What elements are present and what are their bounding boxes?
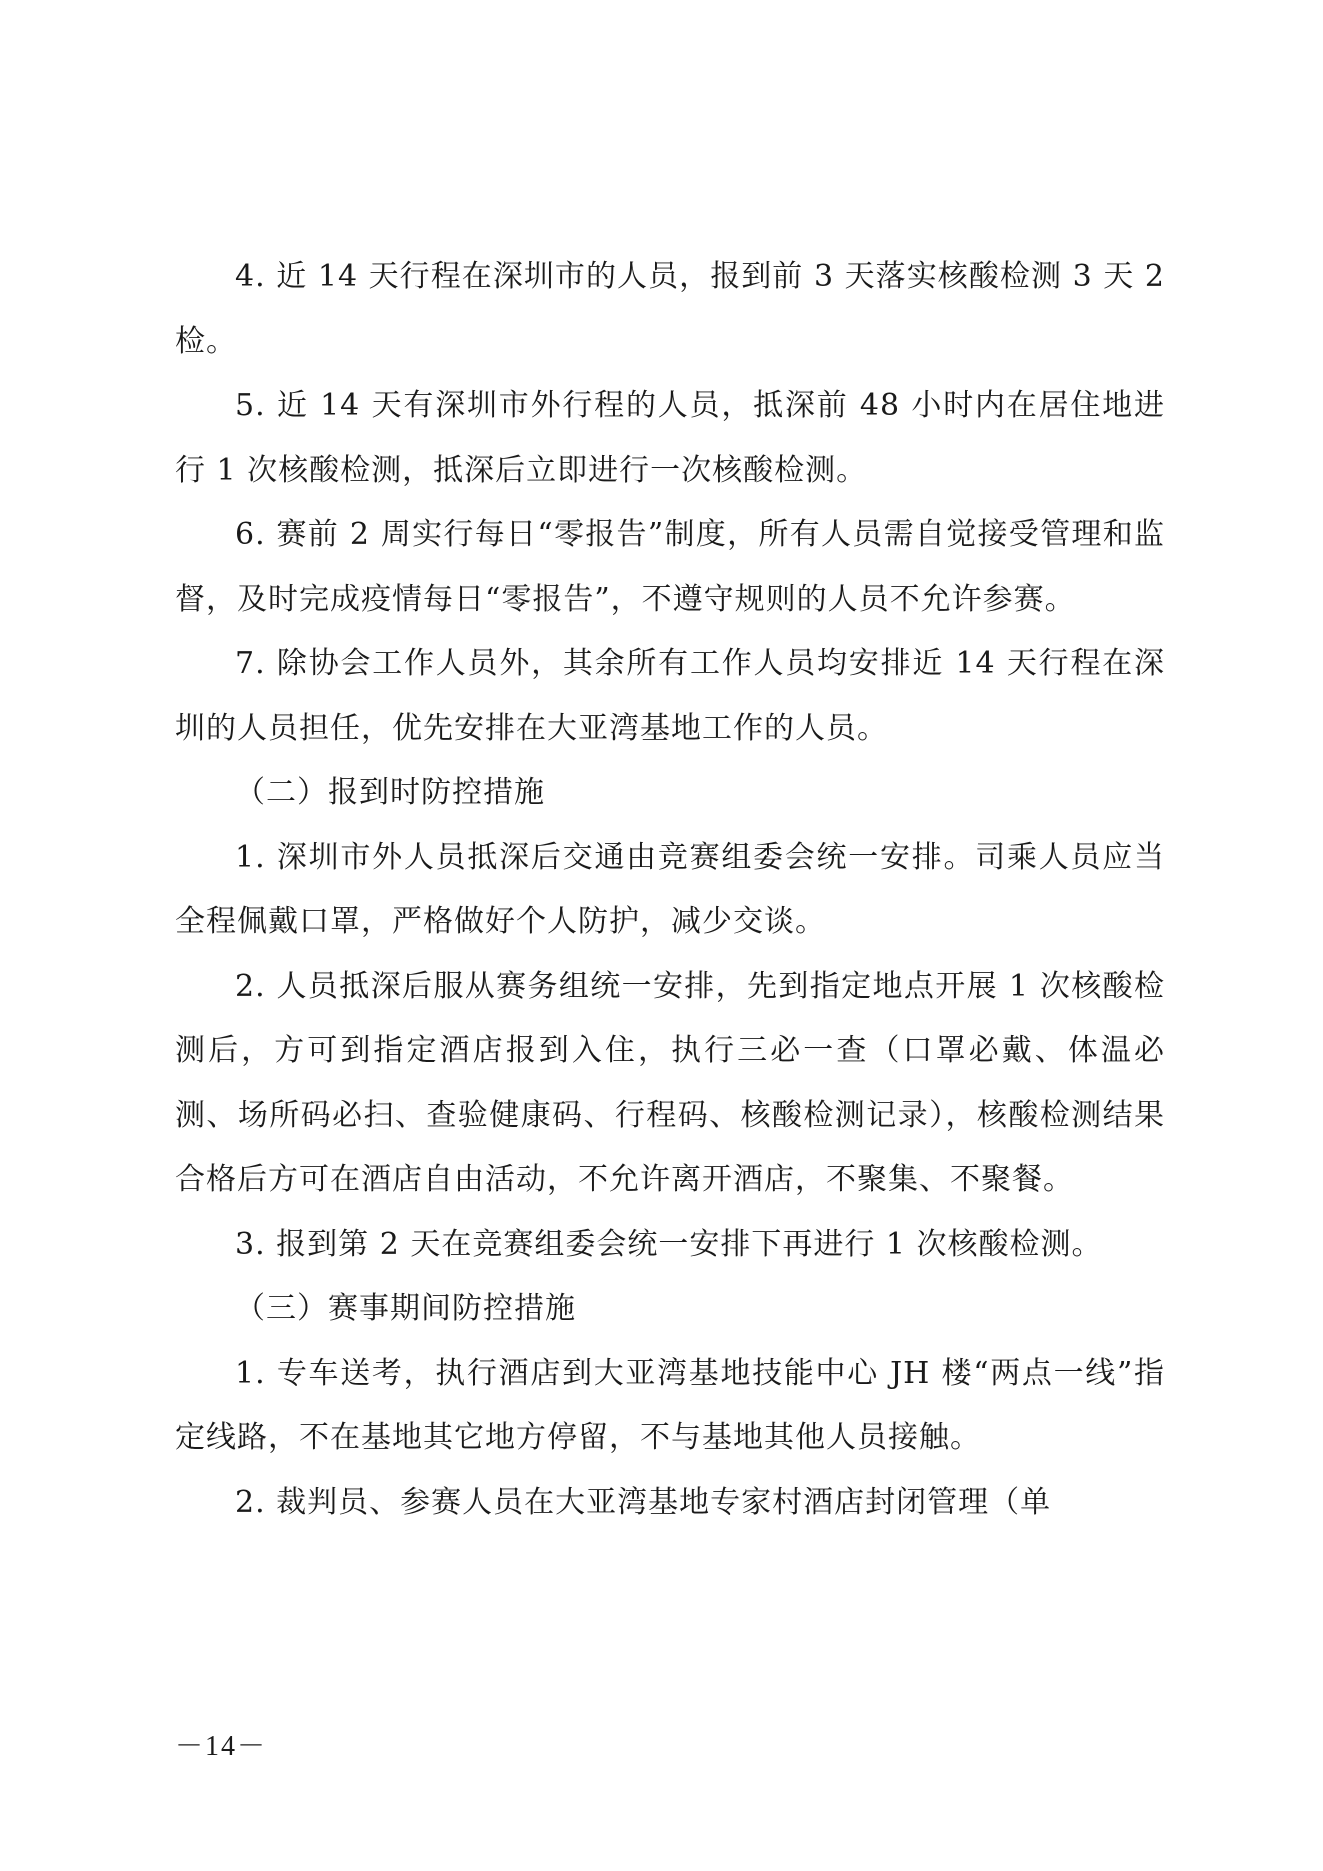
- paragraph-arrival-3: 3. 报到第 2 天在竞赛组委会统一安排下再进行 1 次核酸检测。: [235, 1226, 1103, 1262]
- paragraph-arrival-2: 2. 人员抵深后服从赛务组统一安排，先到指定地点开展 1 次核酸检测后，方可到指定酒店报到入住，执行三必一查（口罩必戴、体温必测、场所码必扫、查验健康码、行程码、核酸检测记录），核酸检测结果合格后方可在酒店自由活动，不允许离开酒店，不聚集、不聚餐。: [175, 968, 1165, 1197]
- page-number: －14－: [175, 1731, 268, 1762]
- paragraph-item-7: 7. 除协会工作人员外，其余所有工作人员均安排近 14 天行程在深圳的人员担任，优先安排在大亚湾基地工作的人员。: [175, 646, 1165, 746]
- paragraph-item-4: 4. 近 14 天行程在深圳市的人员，报到前 3 天落实核酸检测 3 天 2 检。: [175, 259, 1165, 359]
- paragraph-arrival-1: 1. 深圳市外人员抵深后交通由竞赛组委会统一安排。司乘人员应当全程佩戴口罩，严格做好个人防护，减少交谈。: [175, 839, 1165, 939]
- paragraph-event-2: 2. 裁判员、参赛人员在大亚湾基地专家村酒店封闭管理（单: [235, 1484, 1052, 1520]
- section-heading-3: （三）赛事期间防控措施: [235, 1291, 576, 1326]
- body-text: [175, 245, 1165, 1535]
- paragraph-item-6: 6. 赛前 2 周实行每日“零报告”制度，所有人员需自觉接受管理和监督，及时完成疫情每日“零报告”，不遵守规则的人员不允许参赛。: [175, 517, 1165, 617]
- paragraph-item-5: 5. 近 14 天有深圳市外行程的人员，抵深前 48 小时内在居住地进行 1 次核酸检测，抵深后立即进行一次核酸检测。: [175, 388, 1165, 488]
- paragraph-event-1: 1. 专车送考，执行酒店到大亚湾基地技能中心 JH 楼“两点一线”指定线路，不在基地其它地方停留，不与基地其他人员接触。: [175, 1355, 1165, 1455]
- section-heading-2: （二）报到时防控措施: [235, 775, 545, 810]
